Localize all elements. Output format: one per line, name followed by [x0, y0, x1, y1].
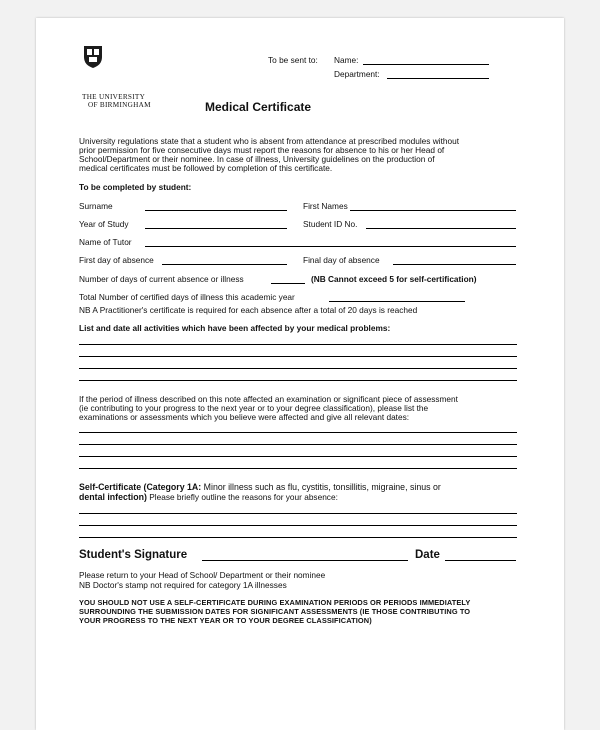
final-day-label: Final day of absence [303, 255, 380, 265]
assessment-line-3: examinations or assessments which you believe were affected and give all relevant dates: [79, 412, 410, 422]
return-note: Please return to your Head of School/ Department or their nominee [79, 570, 326, 580]
intro-line-2: prior permission for five consecutive days must report the reasons for absence to his or her Head of [79, 145, 445, 155]
intro-line-1: University regulations state that a student who is absent from attendance at prescribed modules without [79, 136, 460, 146]
total-days-field[interactable] [329, 301, 465, 302]
days-absence-label: Number of days of current absence or illness [79, 274, 244, 284]
self-cert-text-2: dental infection) [79, 492, 147, 502]
tutor-field[interactable] [145, 246, 516, 247]
page-title: Medical Certificate [205, 100, 312, 114]
self-cert-line-1[interactable] [79, 513, 517, 514]
surname-label: Surname [79, 201, 113, 211]
university-name-line1: THE UNIVERSITY [82, 93, 146, 101]
days-absence-note: (NB Cannot exceed 5 for self-certification) [311, 274, 477, 284]
surname-field[interactable] [145, 210, 287, 211]
self-cert-paragraph-2 [79, 492, 338, 502]
self-cert-line-2[interactable] [79, 525, 517, 526]
first-day-label: First day of absence [79, 255, 154, 265]
intro-line-4: medical certificates must be followed by completion of this certificate. [79, 163, 333, 173]
final-day-field[interactable] [393, 264, 516, 265]
practitioner-note: NB A Practitioner's certificate is required for each absence after a total of 20 days is reached [79, 305, 418, 315]
assessment-line-field-1[interactable] [79, 432, 517, 433]
assessment-line-field-4[interactable] [79, 468, 517, 469]
intro-line-3: School/Department or their nominee. In case of illness, University guidelines on the production of [79, 154, 435, 164]
first-day-field[interactable] [162, 264, 287, 265]
date-field[interactable] [445, 560, 516, 561]
self-cert-text-3: Please briefly outline the reasons for your absence: [146, 492, 338, 502]
name-label: Name: [334, 55, 359, 65]
days-absence-field[interactable] [271, 283, 305, 284]
student-section-heading: To be completed by student: [79, 182, 192, 192]
activities-line-3[interactable] [79, 368, 517, 369]
assessment-line-2: (ie contributing to your progress to the next year or to your degree classification), please list the [79, 403, 429, 413]
self-cert-line-3[interactable] [79, 537, 517, 538]
department-field[interactable] [387, 78, 489, 79]
name-field[interactable] [363, 64, 489, 65]
assessment-line-1: If the period of illness described on this note affected an examination or significant piece of assessment [79, 394, 458, 404]
send-to-label: To be sent to: [268, 55, 318, 65]
signature-label: Student's Signature [79, 549, 188, 561]
date-label: Date [415, 549, 440, 561]
university-name-line2: OF BIRMINGHAM [88, 101, 151, 109]
warning-line-2: SURROUNDING THE SUBMISSION DATES FOR SIGNIFICANT ASSESSMENTS (IE THOSE CONTRIBUTING TO [79, 607, 471, 616]
student-id-label: Student ID No. [303, 219, 358, 229]
activities-line-2[interactable] [79, 356, 517, 357]
year-of-study-label: Year of Study [79, 219, 129, 229]
assessment-line-field-3[interactable] [79, 456, 517, 457]
warning-line-3: YOUR PROGRESS TO THE NEXT YEAR OR TO YOUR DEGREE CLASSIFICATION) [79, 616, 372, 625]
self-cert-label: Self-Certificate (Category 1A: [79, 482, 202, 492]
self-cert-paragraph [79, 482, 441, 492]
department-label: Department: [334, 69, 380, 79]
assessment-line-field-2[interactable] [79, 444, 517, 445]
total-days-label: Total Number of certified days of illness this academic year [79, 292, 295, 302]
self-cert-text-1: Minor illness such as flu, cystitis, tonsillitis, migraine, sinus or [201, 482, 441, 492]
year-of-study-field[interactable] [145, 228, 287, 229]
activities-heading: List and date all activities which have been affected by your medical problems: [79, 323, 391, 333]
student-id-field[interactable] [366, 228, 516, 229]
warning-line-1: YOU SHOULD NOT USE A SELF-CERTIFICATE DURING EXAMINATION PERIODS OR PERIODS IMMEDIATELY [79, 598, 471, 607]
stamp-note: NB Doctor's stamp not required for category 1A illnesses [79, 580, 287, 590]
activities-line-4[interactable] [79, 380, 517, 381]
tutor-label: Name of Tutor [79, 237, 132, 247]
university-crest-icon [82, 45, 104, 69]
first-names-label: First Names [303, 201, 348, 211]
activities-line-1[interactable] [79, 344, 517, 345]
first-names-field[interactable] [350, 210, 516, 211]
signature-field[interactable] [202, 560, 408, 561]
